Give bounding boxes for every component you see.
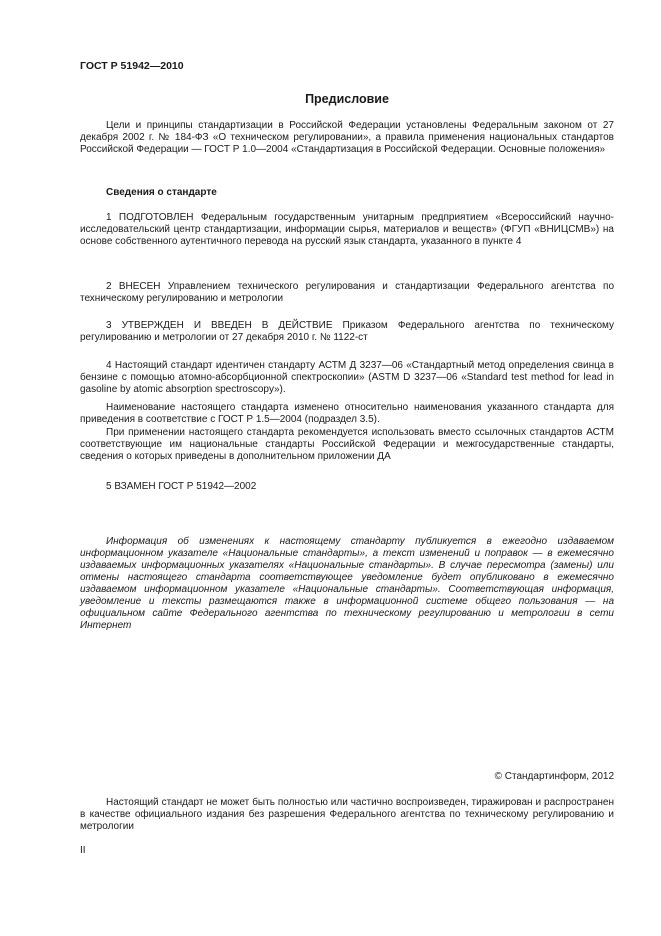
preface-intro: Цели и принципы стандартизации в Российской Федерации установлены Федеральным законом от 27 декабря 2002 г. № 184-ФЗ «О техническом регулировании», а правила применения национальных стандартов Российской Федерации — ГОСТ Р 1.0—2004 «Стандартизация в Российской Федерации. Основные положения»: [80, 120, 614, 155]
rights-notice: Настоящий стандарт не может быть полностью или частично воспроизведен, тиражирован и распространен в качестве официального издания без разрешения Федерального агентства по техническому регулированию и метрологии: [80, 797, 614, 832]
copyright-line: © Стандартинформ, 2012: [494, 771, 614, 782]
item-5-paragraph: 5 ВЗАМЕН ГОСТ Р 51942—2002: [106, 481, 257, 492]
item-2-paragraph: 2 ВНЕСЕН Управлением технического регулирования и стандартизации Федерального агентства по техническому регулированию и метрологии: [80, 281, 614, 304]
section-subheading: Сведения о стандарте: [106, 187, 217, 198]
item-1-paragraph: 1 ПОДГОТОВЛЕН Федеральным государственным унитарным предприятием «Всероссийский научно-исследовательский центр стандартизации, информации сырья, материалов и веществ» (ФГУП «ВНИЦСМВ») на основе собственного аутентичного перевода на русский язык стандарта, указанного в пункте 4: [80, 212, 614, 247]
info-notice: Информация об изменениях к настоящему стандарту публикуется в ежегодно издаваемом информационном указателе «Национальные стандарты», а текст изменений и поправок — в ежемесячно издаваемых информационных указателях «Национальные стандарты». В случае пересмотра (замены) или отмены настоящего стандарта соответствующее уведомление будет опубликовано в ежемесячно издаваемом информационном указателе «Национальные стандарты». Соответствующая информация, уведомление и тексты размещаются также в информационной системе общего пользования — на официальном сайте Федерального агентства по техническому регулированию и метрологии в сети Интернет: [80, 536, 614, 631]
page-number: II: [80, 845, 86, 856]
item-4-name-change: Наименование настоящего стандарта изменено относительно наименования указанного стандарта для приведения в соответствие с ГОСТ Р 1.5—2004 (подраздел 3.5).: [80, 402, 614, 425]
item-3-paragraph: 3 УТВЕРЖДЕН И ВВЕДЕН В ДЕЙСТВИЕ Приказом Федерального агентства по техническому регулированию и метрологии от 27 декабря 2010 г. № 1122-ст: [80, 320, 614, 343]
document-id: ГОСТ Р 51942—2010: [80, 60, 184, 72]
item-4-reference-note: При применении настоящего стандарта рекомендуется использовать вместо ссылочных стандартов АСТМ соответствующие им национальные стандарты Российской Федерации и межгосударственные стандарты, сведения о которых приведены в дополнительном приложении ДА: [80, 427, 614, 462]
item-4-paragraph: 4 Настоящий стандарт идентичен стандарту АСТМ Д 3237—06 «Стандартный метод определения свинца в бензине с помощью атомно-абсорбционной спектроскопии» (ASTM D 3237—06 «Standard test method for lead in gasoline by atomic absorption spectroscopy»).: [80, 360, 614, 395]
preface-title: Предисловие: [305, 92, 389, 106]
